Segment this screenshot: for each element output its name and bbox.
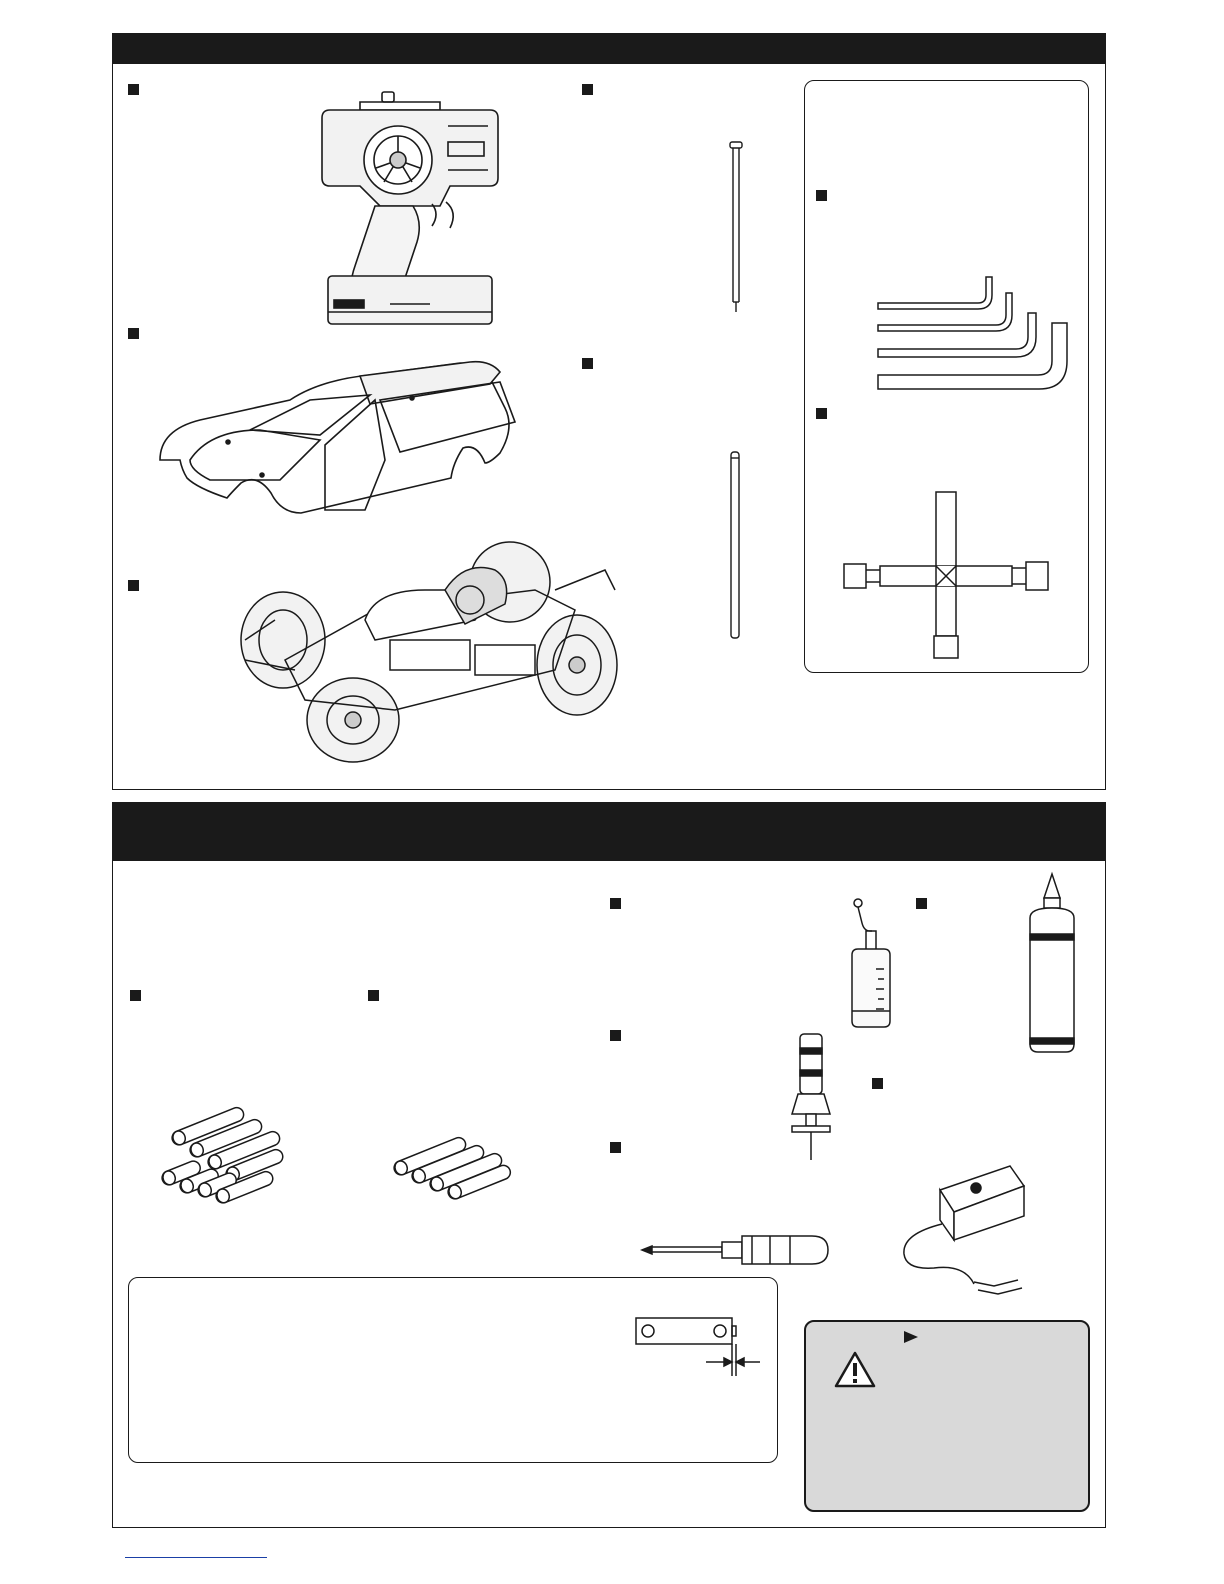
transmitter-marker bbox=[128, 84, 139, 95]
fuel-bottle-illustration bbox=[840, 895, 900, 1035]
footer-link-underline[interactable] bbox=[125, 1557, 267, 1558]
spray-bottle-illustration bbox=[1024, 872, 1084, 1057]
hex-wrench-set-illustration bbox=[870, 275, 1070, 395]
antenna-pipe-marker bbox=[582, 84, 593, 95]
plate-dimension-illustration bbox=[634, 1316, 764, 1378]
aa-batteries-8-illustration bbox=[158, 1122, 298, 1204]
bottom-section-header-bar bbox=[112, 802, 1106, 862]
glow-heater-marker bbox=[872, 1078, 883, 1089]
rod-illustration bbox=[728, 450, 742, 642]
arrow-right-icon bbox=[903, 1330, 919, 1344]
hex-wrench-marker bbox=[816, 190, 827, 201]
chassis-illustration bbox=[225, 540, 625, 765]
screwdriver-marker bbox=[610, 1142, 621, 1153]
cross-wrench-marker bbox=[816, 408, 827, 419]
warning-box bbox=[804, 1320, 1090, 1512]
batteries-4-marker bbox=[368, 990, 379, 1001]
warning-triangle-icon bbox=[834, 1350, 876, 1388]
glow-igniter-marker bbox=[610, 1030, 621, 1041]
glow-igniter-illustration bbox=[788, 1030, 838, 1165]
body-shell-illustration bbox=[150, 360, 545, 560]
transmitter-illustration bbox=[320, 90, 510, 340]
batteries-8-marker bbox=[130, 990, 141, 1001]
chassis-marker bbox=[128, 580, 139, 591]
aa-batteries-4-illustration bbox=[388, 1130, 518, 1200]
cleaner-bottle-marker bbox=[916, 898, 927, 909]
screwdriver-illustration bbox=[640, 1228, 830, 1268]
cross-wrench-illustration bbox=[840, 490, 1052, 662]
fuel-bottle-marker bbox=[610, 898, 621, 909]
top-section-header-bar bbox=[112, 33, 1106, 65]
body-marker bbox=[128, 328, 139, 339]
glow-heater-illustration bbox=[900, 1160, 1030, 1308]
antenna-pipe-illustration bbox=[724, 140, 748, 320]
antenna-rod-marker bbox=[582, 358, 593, 369]
